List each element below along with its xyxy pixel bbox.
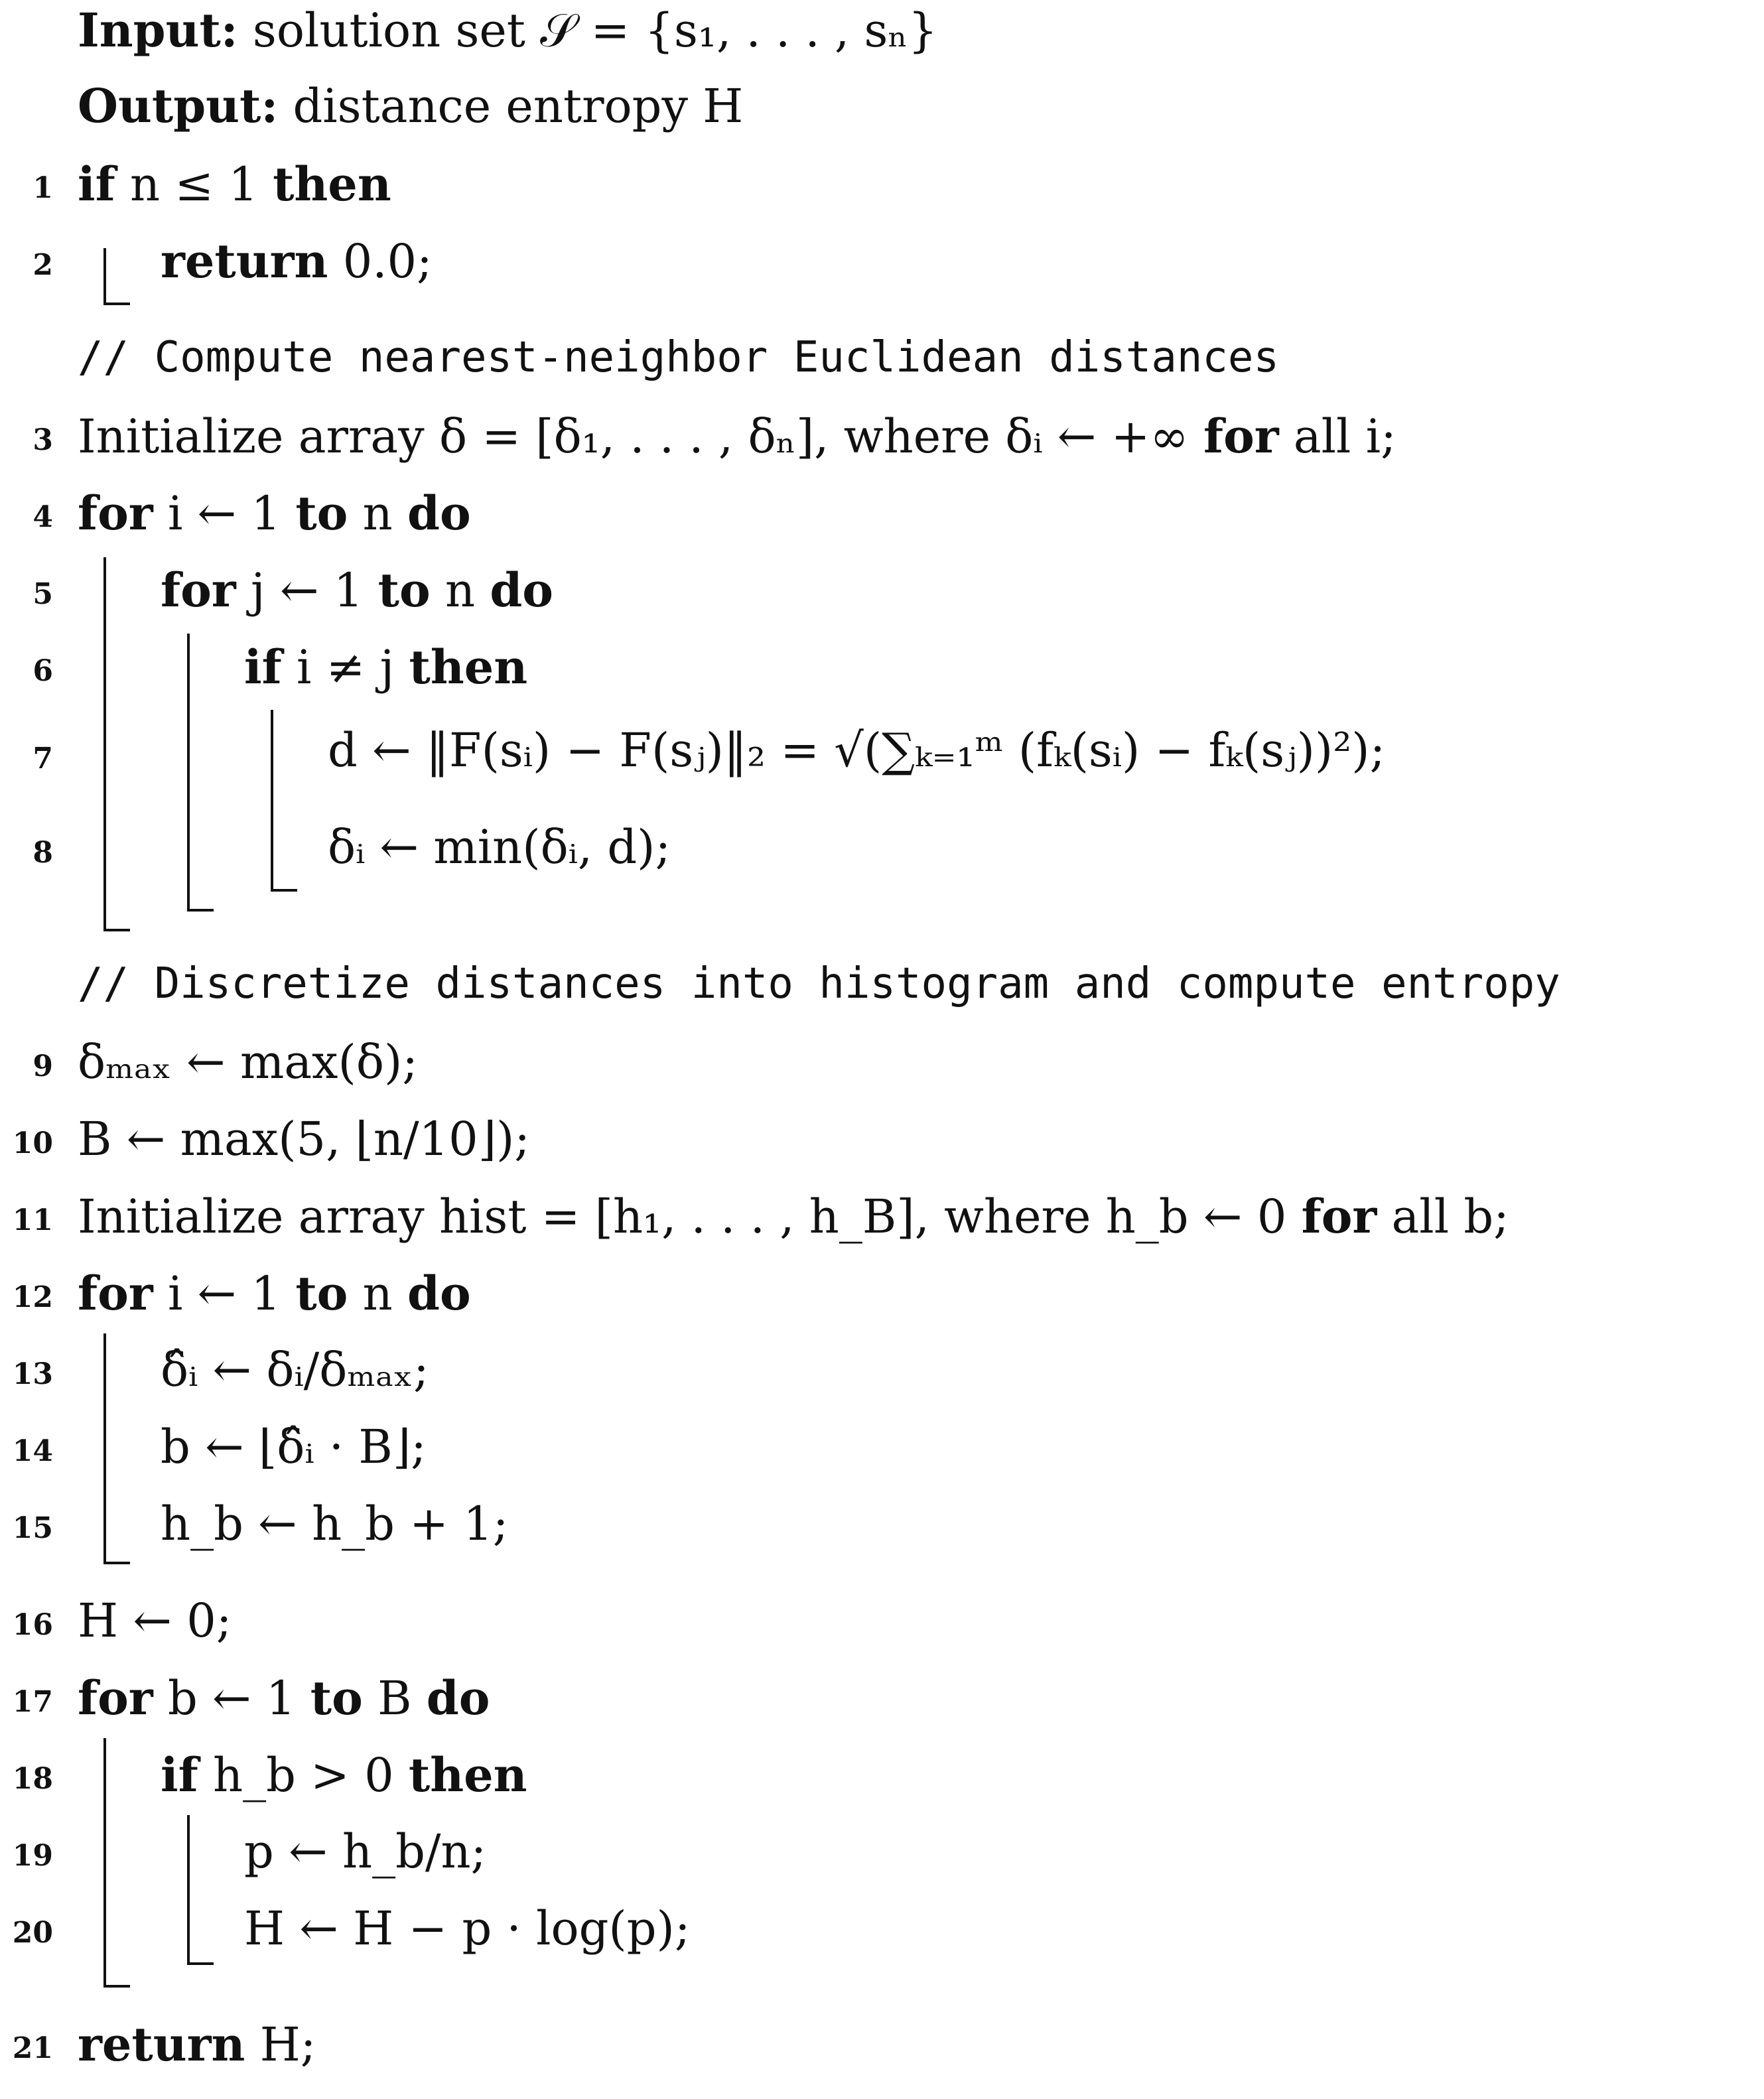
comment: // Compute nearest-neighbor Euclidean distances	[78, 333, 1279, 382]
line-number: 21	[12, 2031, 53, 2065]
line-number: 6	[33, 654, 53, 688]
code-line: if i ≠ j then	[244, 640, 528, 695]
line-number: 17	[12, 1685, 53, 1719]
line-number: 14	[12, 1434, 53, 1468]
line-number: 1	[33, 171, 53, 205]
code-line: δᵢ ← min(δᵢ, d);	[328, 820, 671, 874]
comment: // Discretize distances into histogram and compute entropy	[78, 959, 1560, 1008]
input-line	[78, 3, 937, 58]
line-number: 3	[33, 423, 53, 457]
line-number: 16	[12, 1608, 53, 1642]
output-text: distance entropy H	[293, 79, 744, 133]
output-label: Output:	[78, 78, 279, 133]
block-bar	[103, 557, 130, 931]
line-number: 11	[12, 1203, 53, 1237]
code-line: δₘₐₓ ← max(δ);	[78, 1035, 418, 1089]
line-number: 10	[12, 1126, 53, 1160]
code-line: p ← h_b/n;	[244, 1824, 487, 1879]
block-bar	[103, 248, 130, 305]
line-number: 13	[12, 1357, 53, 1391]
line-number: 18	[12, 1762, 53, 1796]
code-line: H ← H − p · log(p);	[244, 1901, 691, 1956]
code-line: return 0.0;	[161, 234, 433, 289]
code-line: b ← ⌊δ̂ᵢ · B⌋;	[161, 1420, 427, 1474]
code-line: d ← ‖F(sᵢ) − F(sⱼ)‖₂ = √(∑ₖ₌₁ᵐ (fₖ(sᵢ) − fₖ(sⱼ))²);	[328, 723, 1386, 778]
line-number: 12	[12, 1280, 53, 1314]
line-number: 2	[33, 248, 53, 282]
line-number: 4	[33, 500, 53, 534]
output-line	[78, 78, 743, 133]
code-line: h_b ← h_b + 1;	[161, 1497, 509, 1551]
code-line: if n ≤ 1 then	[78, 157, 391, 212]
code-line: Initialize array hist = [h₁, . . . , h_B], where h_b ← 0 for all b;	[78, 1189, 1509, 1244]
block-bar	[103, 1333, 130, 1564]
code-line: for i ← 1 to n do	[78, 1266, 471, 1321]
block-bar	[271, 710, 297, 892]
line-number: 20	[12, 1916, 53, 1950]
code-line: for i ← 1 to n do	[78, 486, 471, 541]
block-bar	[187, 634, 214, 912]
input-text: solution set 𝒮 = {s₁, . . . , sₙ}	[252, 3, 938, 58]
code-line: for b ← 1 to B do	[78, 1670, 490, 1726]
line-number: 8	[33, 836, 53, 870]
code-line: δ̂ᵢ ← δᵢ/δₘₐₓ;	[161, 1343, 429, 1397]
code-line: if h_b > 0 then	[161, 1747, 527, 1802]
block-bar	[103, 1738, 130, 1988]
code-line: H ← 0;	[78, 1593, 232, 1648]
line-number: 19	[12, 1839, 53, 1873]
line-number: 15	[12, 1511, 53, 1545]
input-label: Input:	[78, 3, 238, 58]
line-number: 9	[33, 1050, 53, 1083]
line-number: 7	[33, 742, 53, 776]
line-number: 5	[33, 577, 53, 611]
block-bar	[187, 1815, 214, 1965]
code-line: Initialize array δ = [δ₁, . . . , δₙ], where δᵢ ← +∞ for all i;	[78, 409, 1396, 464]
code-line: B ← max(5, ⌊n/10⌋);	[78, 1112, 530, 1166]
code-line: for j ← 1 to n do	[161, 563, 553, 618]
code-line: return H;	[78, 2017, 316, 2072]
